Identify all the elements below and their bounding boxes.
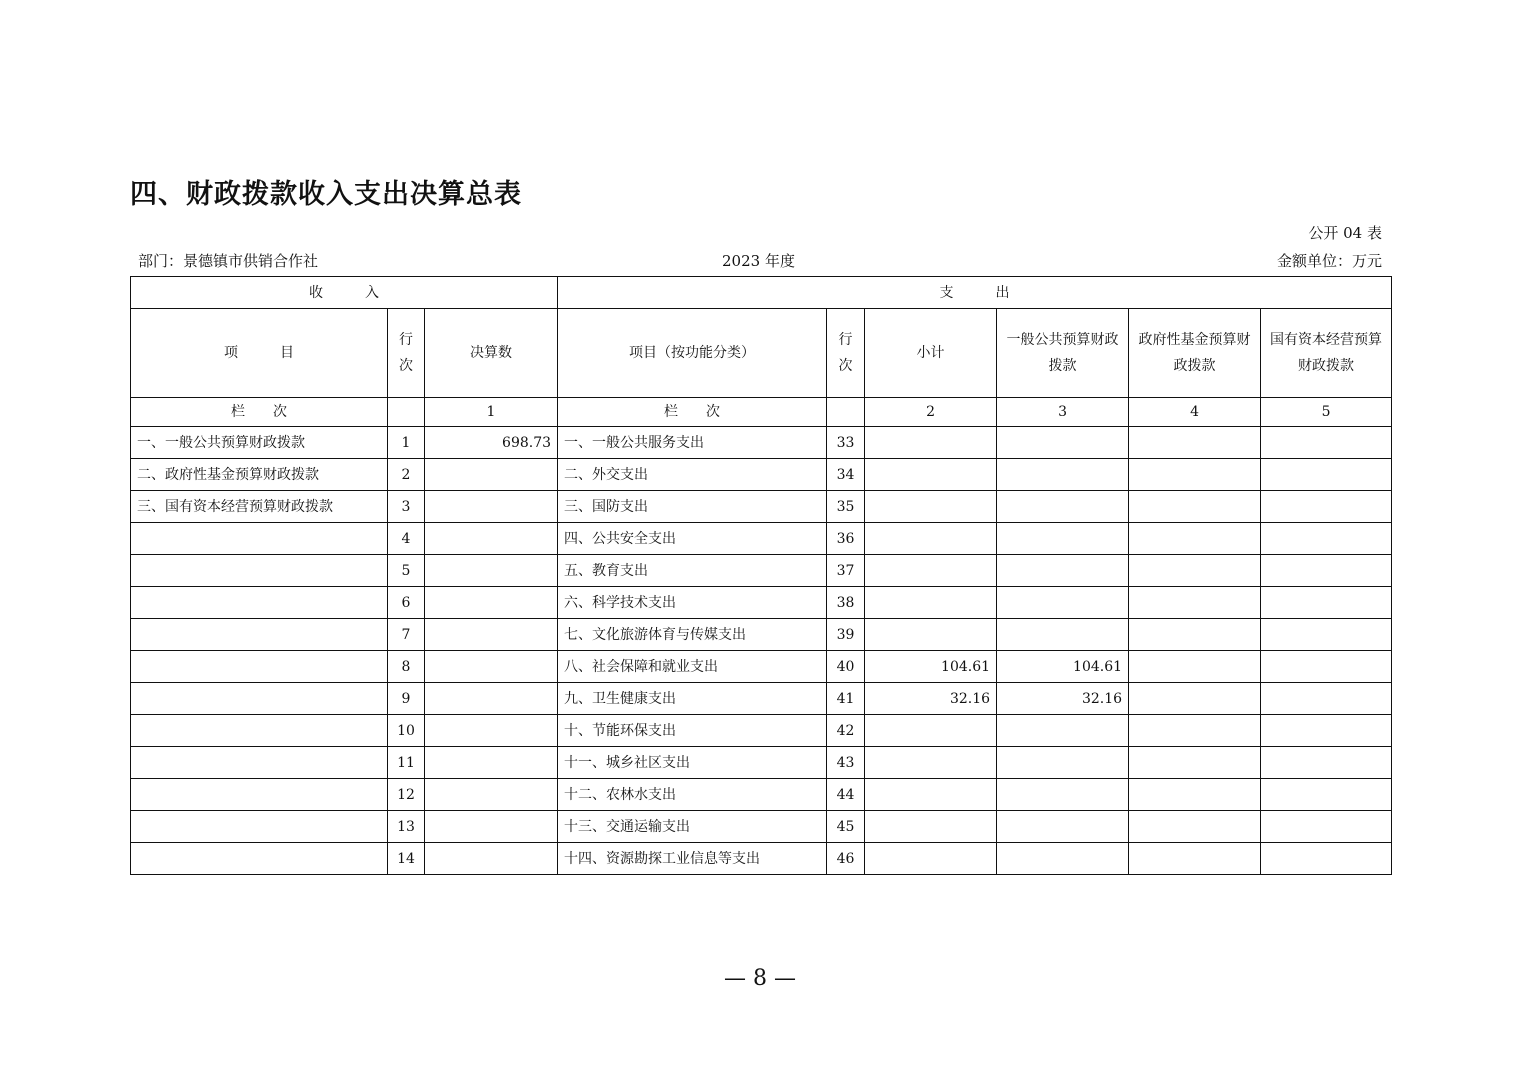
table-row [131,459,1392,491]
state-capital-text: 国有资本经营预算财政拨款 [1270,332,1383,374]
expense-row-no-cell: 40 [827,651,865,683]
expense-item-cell: 四、公共安全支出 [558,523,827,555]
subtotal-cell [865,843,997,875]
income-item-cell [131,779,388,811]
gov-fund-header [1129,309,1261,398]
income-amount-cell [425,779,558,811]
subtotal-cell [865,491,997,523]
income-item-cell: 二、政府性基金预算财政拨款 [131,459,388,491]
income-row-no-cell: 3 [388,491,425,523]
column-number-1: 1 [425,398,558,427]
page-number: — 8 — [724,966,796,991]
column-number-3: 3 [997,398,1129,427]
subtotal-cell [865,811,997,843]
expense-row-no-cell: 37 [827,555,865,587]
meta-line [138,250,1382,272]
table-row [131,555,1392,587]
expense-row-no-cell: 44 [827,779,865,811]
income-amount-cell [425,491,558,523]
income-item-cell [131,651,388,683]
subtotal-cell [865,619,997,651]
subtotal-cell [865,523,997,555]
income-amount-cell [425,587,558,619]
subtotal-cell [865,779,997,811]
state-capital-cell [1261,555,1392,587]
state-capital-cell [1261,843,1392,875]
general-budget-cell: 32.16 [997,683,1129,715]
income-item-cell: 一、一般公共预算财政拨款 [131,427,388,459]
expense-item-cell: 九、卫生健康支出 [558,683,827,715]
column-number-4: 4 [1129,398,1261,427]
column-number-row [131,398,1392,427]
column-number-label-left: 栏 次 [131,398,388,427]
gov-fund-cell [1129,459,1261,491]
table-row [131,715,1392,747]
expense-row-no-cell: 43 [827,747,865,779]
income-item-cell: 三、国有资本经营预算财政拨款 [131,491,388,523]
general-budget-cell [997,715,1129,747]
expense-item-cell: 八、社会保障和就业支出 [558,651,827,683]
expense-item-header: 项目（按功能分类） [558,309,827,398]
subtotal-cell [865,715,997,747]
table-row [131,427,1392,459]
group-header-row [131,277,1392,309]
table-row [131,491,1392,523]
subtotal-cell: 32.16 [865,683,997,715]
state-capital-header [1261,309,1392,398]
income-row-no-cell: 12 [388,779,425,811]
income-item-cell [131,587,388,619]
income-amount-cell [425,843,558,875]
table-row [131,683,1392,715]
state-capital-cell [1261,651,1392,683]
income-amount-cell [425,747,558,779]
state-capital-cell [1261,459,1392,491]
gov-fund-cell [1129,427,1261,459]
column-number-5: 5 [1261,398,1392,427]
page-title: 四、财政拨款收入支出决算总表 [130,179,522,210]
expense-item-cell: 七、文化旅游体育与传媒支出 [558,619,827,651]
income-amount-cell [425,523,558,555]
general-budget-cell [997,747,1129,779]
subtotal-cell [865,747,997,779]
general-budget-cell [997,427,1129,459]
gov-fund-cell [1129,523,1261,555]
general-budget-cell [997,587,1129,619]
amount-unit-label: 金额单位：万元 [1276,252,1382,270]
expense-row-no-cell: 34 [827,459,865,491]
general-budget-cell [997,619,1129,651]
income-item-cell [131,555,388,587]
gov-fund-cell [1129,555,1261,587]
final-amount-header: 决算数 [425,309,558,398]
state-capital-cell [1261,523,1392,555]
table-row [131,651,1392,683]
table-row [131,779,1392,811]
fiscal-summary-table [130,276,1392,875]
column-number-blank-left [388,398,425,427]
state-capital-cell [1261,587,1392,619]
income-amount-cell [425,683,558,715]
income-row-no-header [388,309,425,398]
general-budget-cell: 104.61 [997,651,1129,683]
income-amount-cell [425,651,558,683]
subtotal-cell [865,459,997,491]
income-item-cell [131,747,388,779]
state-capital-cell [1261,619,1392,651]
income-row-no-text: 行次 [399,332,413,374]
expense-row-no-header [827,309,865,398]
income-row-no-cell: 9 [388,683,425,715]
general-budget-cell [997,779,1129,811]
form-number: 公开 04 表 [1308,224,1382,242]
income-row-no-cell: 7 [388,619,425,651]
expense-row-no-cell: 39 [827,619,865,651]
income-amount-cell [425,459,558,491]
state-capital-cell [1261,683,1392,715]
expense-row-no-cell: 46 [827,843,865,875]
expense-item-cell: 十二、农林水支出 [558,779,827,811]
table-row [131,587,1392,619]
income-item-cell [131,715,388,747]
gov-fund-cell [1129,587,1261,619]
state-capital-cell [1261,779,1392,811]
table-row [131,619,1392,651]
gov-fund-cell [1129,811,1261,843]
expense-item-cell: 三、国防支出 [558,491,827,523]
expense-item-cell: 一、一般公共服务支出 [558,427,827,459]
column-number-blank-right [827,398,865,427]
gov-fund-cell [1129,747,1261,779]
income-row-no-cell: 1 [388,427,425,459]
expense-item-cell: 十一、城乡社区支出 [558,747,827,779]
gov-fund-cell [1129,619,1261,651]
fiscal-year-label: 2023 年度 [722,252,795,270]
state-capital-cell [1261,811,1392,843]
state-capital-cell [1261,491,1392,523]
expense-item-cell: 六、科学技术支出 [558,587,827,619]
income-item-header: 项 目 [131,309,388,398]
expense-row-no-cell: 35 [827,491,865,523]
gov-fund-cell [1129,491,1261,523]
gov-fund-cell [1129,683,1261,715]
expense-row-no-text: 行次 [838,332,853,374]
income-row-no-cell: 13 [388,811,425,843]
subtotal-header: 小计 [865,309,997,398]
expense-row-no-cell: 36 [827,523,865,555]
expense-item-cell: 十四、资源勘探工业信息等支出 [558,843,827,875]
expense-row-no-cell: 45 [827,811,865,843]
subtotal-cell [865,555,997,587]
general-budget-cell [997,459,1129,491]
general-budget-cell [997,491,1129,523]
general-budget-cell [997,843,1129,875]
state-capital-cell [1261,427,1392,459]
expense-item-cell: 十、节能环保支出 [558,715,827,747]
subtotal-cell: 104.61 [865,651,997,683]
column-number-2: 2 [865,398,997,427]
income-row-no-cell: 4 [388,523,425,555]
income-amount-cell [425,715,558,747]
income-group-header: 收 入 [131,277,558,309]
general-budget-cell [997,523,1129,555]
gov-fund-cell [1129,715,1261,747]
income-item-cell [131,811,388,843]
income-row-no-cell: 11 [388,747,425,779]
income-amount-cell: 698.73 [425,427,558,459]
expense-group-header: 支 出 [558,277,1392,309]
table-row [131,523,1392,555]
gov-fund-cell [1129,651,1261,683]
expense-row-no-cell: 33 [827,427,865,459]
income-row-no-cell: 8 [388,651,425,683]
income-item-cell [131,843,388,875]
income-amount-cell [425,555,558,587]
state-capital-cell [1261,715,1392,747]
income-row-no-cell: 14 [388,843,425,875]
income-item-cell [131,619,388,651]
subtotal-cell [865,587,997,619]
gov-fund-cell [1129,843,1261,875]
income-item-cell [131,523,388,555]
column-number-label-right: 栏 次 [558,398,827,427]
expense-row-no-cell: 42 [827,715,865,747]
expense-item-cell: 十三、交通运输支出 [558,811,827,843]
expense-item-cell: 五、教育支出 [558,555,827,587]
state-capital-cell [1261,747,1392,779]
income-amount-cell [425,619,558,651]
expense-row-no-cell: 38 [827,587,865,619]
general-budget-text: 一般公共预算财政拨款 [1006,332,1119,374]
expense-row-no-cell: 41 [827,683,865,715]
income-row-no-cell: 6 [388,587,425,619]
income-item-cell [131,683,388,715]
table-row [131,843,1392,875]
income-row-no-cell: 5 [388,555,425,587]
column-header-row [131,309,1392,398]
table-row [131,811,1392,843]
general-budget-cell [997,811,1129,843]
general-budget-cell [997,555,1129,587]
expense-item-cell: 二、外交支出 [558,459,827,491]
subtotal-cell [865,427,997,459]
income-amount-cell [425,811,558,843]
gov-fund-cell [1129,779,1261,811]
gov-fund-text: 政府性基金预算财政拨款 [1138,332,1251,374]
income-row-no-cell: 2 [388,459,425,491]
general-budget-header [997,309,1129,398]
table-row [131,747,1392,779]
income-row-no-cell: 10 [388,715,425,747]
department-label: 部门：景德镇市供销合作社 [138,252,319,270]
